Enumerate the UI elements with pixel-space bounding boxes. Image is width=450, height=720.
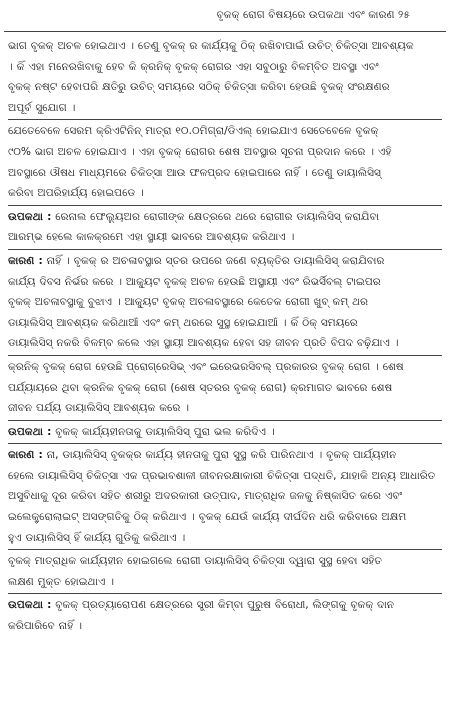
text-line (8, 292, 442, 313)
text-line (8, 142, 442, 163)
text-line (8, 616, 442, 637)
line-text: ନା, ଡାୟାଲିସିସ୍ ବୃକକ୍‌ର କାର୍ଯ୍ୟ ହୀନତାକୁ ପୁରା ସୁସ୍ଥ କରି ପାରିନଥାଏ । ବୃକକ୍ ପାର୍ଯ୍ୟହୀନ (42, 449, 397, 462)
body-paragraph (8, 356, 442, 420)
line-text: ବୃକକ୍ ଅଚଳାବସ୍ଥାକୁ ବୁଝାଏ । ଆକ୍ୟୁଟ ବୃକକ୍ ଅଚଳାବସ୍ଥାରେ କେତେକ ରୋଗୀ ଖୁବ୍ କମ୍ ଥର (8, 296, 369, 309)
text-line (8, 486, 442, 507)
text-line (8, 551, 442, 572)
text-line (8, 98, 442, 119)
line-text: ବୃକକ୍ କାର୍ଯ୍ୟହୀନତାକୁ ଡାୟାଲିସିସ୍ ପୁରା ଭଲ କରିଦିଏ । (51, 425, 275, 438)
text-line (8, 398, 442, 419)
line-text: ବୃକକ୍ ମାତ୍ରାଧିକ କାର୍ଯ୍ୟହୀନ ହୋଇଗଲେ ରୋଗୀ ଡାୟାଲିସିସ୍ ଚିକିତ୍ସା ଦ୍ୱାରା ସୁସ୍ଥ ହେବା ସହିତ (8, 555, 382, 568)
line-text: ହୁଏ ଡାୟାଲିସିସ୍ ହିଁ କାର୍ଯ୍ୟ ଗୁଡିକୁ କରିଥାଏ । (8, 531, 186, 544)
text-line (8, 207, 442, 228)
line-text: କାର୍ଯ୍ୟ ଦିବସ ନିର୍ଭର କରେ । ଆକ୍ୟୁଟ ବୃକକ୍ ଅଚଳ ହେଉଛି ଅସ୍ଥାୟୀ ଏବଂ ରିଭର୍ସିବଲ୍ ଟାଇପର (8, 275, 381, 288)
text-line (8, 272, 442, 293)
page-body (8, 35, 442, 638)
fact-paragraph (8, 250, 442, 355)
line-text: କରିବା ଅପରିହାର୍ଯ୍ୟ ହୋଇପଡେ । (8, 187, 144, 200)
line-text: ଅପୂର୍ବ ସୁଯୋଗ । (8, 101, 76, 114)
line-text: ବୃକକ୍ ପ୍ରତ୍ୟାରୋପଣ କ୍ଷେତ୍ରରେ ସ୍ତ୍ରୀ କିମ୍ବା ପୁରୁଷ ବିରୋଧୀ, ଲିଙ୍ଗକୁ ବୃକକ୍ ଦାନ (51, 599, 395, 612)
line-text: ବୃକକ୍ ନଷ୍ଟ ହେବାପରି କ୍ଷତିରୁ ଉଚିତ୍ ସମୟରେ ସଠିକ୍ ଚିକିତ୍ସା କରିବା ହେଉଛି ବୃକକ୍ ସଂରକ୍ଷଣର (8, 81, 390, 94)
text-line (8, 357, 442, 378)
body-paragraph (8, 35, 442, 119)
line-text: କ୍ରନିକ୍ ବୃକକ୍ ରୋଗ ହେଉଛି ପ୍ରୋଗ୍ରେସିଭ୍ ଏବଂ ଇରେଭରସିବଲ୍ ପ୍ରକାରର ବୃକକ୍ ରୋଗ । ଶେଷ (8, 360, 404, 373)
body-paragraph (8, 120, 442, 204)
text-line (8, 313, 442, 334)
line-text: । କିଁ ଏହା ମନେରଖିବାକୁ ହେବ କି କ୍ରନିକ୍ ବୃକକ୍ ରୋଗର ଏହା ସବୁଠାରୁ ବିଳମ୍ବିତ ଅବସ୍ଥା ଏବଂ (8, 60, 379, 73)
line-text: ଡାୟାଲିସିସ୍ ଆବଶ୍ୟକ କରିଥାଆଁ ଏବଂ କମ୍ ଥରରେ ସୁସ୍ଥ ହୋଇଯାଆଁ । କିଁ ଠିକ୍ ସମୟରେ (8, 316, 358, 329)
text-line (8, 77, 442, 98)
fact-paragraph (8, 444, 442, 549)
text-line (8, 163, 442, 184)
text-line (8, 378, 442, 399)
text-line (8, 57, 442, 78)
header-divider (4, 31, 446, 32)
myth-label: ଉପକଥା : (8, 210, 52, 223)
line-text: ଡାୟାଲିସିସ୍ ନକରି ବିଳମ୍ବ କଲେ ଏହା ସ୍ଥାୟୀ ଆବଶ୍ୟକ ହେବା ସହ ଜୀବନ ପ୍ରତି ବିପଦ ବଢ଼ିଯାଏ । (8, 337, 399, 350)
myth-label: ଉପକଥା : (8, 599, 52, 612)
line-text: ନାହିଁ । ବୃକକ୍ ର ଅଚଳାବସ୍ଥାର ସ୍ତର ଉପରେ ଜଣେ ବ୍ୟକ୍ତିର ଡାୟାଲିସିସ୍ କରାଯିବାର (42, 254, 385, 267)
text-line (8, 595, 442, 616)
line-text: ଲକ୍ଷଣ ମୁକ୍ତ ହୋଇଥାଏ । (8, 575, 114, 588)
line-text: ଅବସ୍ଥାରେ ଔଷଧ ମାଧ୍ୟମରେ ଚିକିତ୍ସା ଆଉ ଫଳପ୍ରଦ ହୋଇପାରେ ନାହିଁ । ତେଣୁ ଡାୟାଲିସିସ୍ (8, 166, 381, 179)
line-text: ପର୍ଯ୍ୟାୟରେ ଥିବା କ୍ରନିକ ବୃକକ୍ ରୋଗ (ଶେଷ ସ୍ତରର ବୃକକ୍ ରୋଗ) କ୍ରମାଗତ ଭାବରେ ଶେଷ (8, 381, 393, 394)
text-line (8, 36, 442, 57)
text-line (8, 445, 442, 466)
line-text: ଯେତେବେଳେ ସେରମ କ୍ରିଏଟିନିନ୍ ମାତ୍ରା ୧୦.୦ମିଗ୍ରା/ଡିଏଲ୍ ହୋଇଯାଏ ସେତେବେଳେ ବୃକକ୍ (8, 125, 379, 138)
line-text: ଆରମ୍ଭ ହେଲେ କାଳକ୍ରମେ ଏହା ସ୍ଥାୟୀ ଭାବରେ ଆବଶ୍ୟକ କରିଥାଏ । (8, 231, 295, 244)
text-line (8, 183, 442, 204)
body-paragraph (8, 550, 442, 593)
text-line (8, 121, 442, 142)
text-line (8, 333, 442, 354)
text-line (8, 251, 442, 272)
text-line (8, 507, 442, 528)
fact-label: କାରଣ : (8, 254, 43, 267)
line-text: ରେନାଲ ଫେଲ୍ୟୁଅର ରୋଗୀଙ୍କ କ୍ଷେତ୍ରରେ ଥରେ ରୋଗୀର ଡାୟାଲିସିସ୍ କରାଯିବା (51, 210, 380, 223)
myth-paragraph (8, 594, 442, 637)
myth-paragraph (8, 421, 442, 444)
line-text: ୯୦% ଭାଗ ଅଚଳ ହୋଇଯାଏ । ଏହା ବୃକକ୍ ରୋଗର ଶେଷ ଅବସ୍ଥାର ସୂଚନା ପ୍ରଦାନ କରେ । ଏହି (8, 145, 392, 158)
text-line (8, 572, 442, 593)
text-line (8, 422, 442, 443)
text-line (8, 466, 442, 487)
line-text: ଅସୁବିଧାକୁ ଦୂର କରିବା ସହିତ ଶରୀରୁ ଅଦରକାରୀ ଉତ୍ପାଦ, ମାତ୍ରାଧିକ ଜଳକୁ ନିଷ୍କାସିତ କରେ ଏବଂ (8, 490, 403, 503)
myth-paragraph (8, 206, 442, 249)
line-text: ଇଲେକ୍ଟ୍ରୋଲାଇଟ୍ ଅସଙ୍ଗତିକୁ ଠିକ୍ କରିଥାଏ । ବୃକକ୍ ଯେଉଁ କାର୍ଯ୍ୟ ଦୀର୍ଘଦିନ ଧରି କରିବାରେ ଅକ୍ଷମ (8, 511, 407, 524)
line-text: ଭାଗ ବୃକକ୍ ଅଚଳ ହୋଇଥାଏ । ତେଣୁ ବୃକକ୍ ର କାର୍ଯ୍ୟକୁ ଠିକ୍ ରଖିବାପାଇଁ ଉଚିତ୍ ଚିକିତ୍ସା ଆବଶ୍ୟକ (8, 40, 414, 52)
running-header: ବୃକକ୍ ରୋଗ ବିଷୟରେ ଉପକଥା ଏବଂ କାରଣ ୨୫ (216, 9, 410, 21)
line-text: ହେଲେ ଡାୟାଲିସିସ୍ ଚିକିତ୍ସା ଏକ ପ୍ରଭାବଶାଳୀ ଜୀବନରକ୍ଷାକାରୀ ଚିକିତ୍ସା ପଦ୍ଧତି, ଯାହାକି ଅନ୍ୟ ଆଧାରିତ (8, 469, 436, 482)
text-line (8, 528, 442, 549)
text-line (8, 227, 442, 248)
line-text: ଜୀବନ ପର୍ଯ୍ୟ ଡାୟାଲିସିସ୍ ଆବଶ୍ୟକ କରେ । (8, 402, 190, 415)
fact-label: କାରଣ : (8, 449, 43, 462)
myth-label: ଉପକଥା : (8, 425, 52, 438)
line-text: କରିପାରିବେ ନାହିଁ । (8, 620, 82, 633)
